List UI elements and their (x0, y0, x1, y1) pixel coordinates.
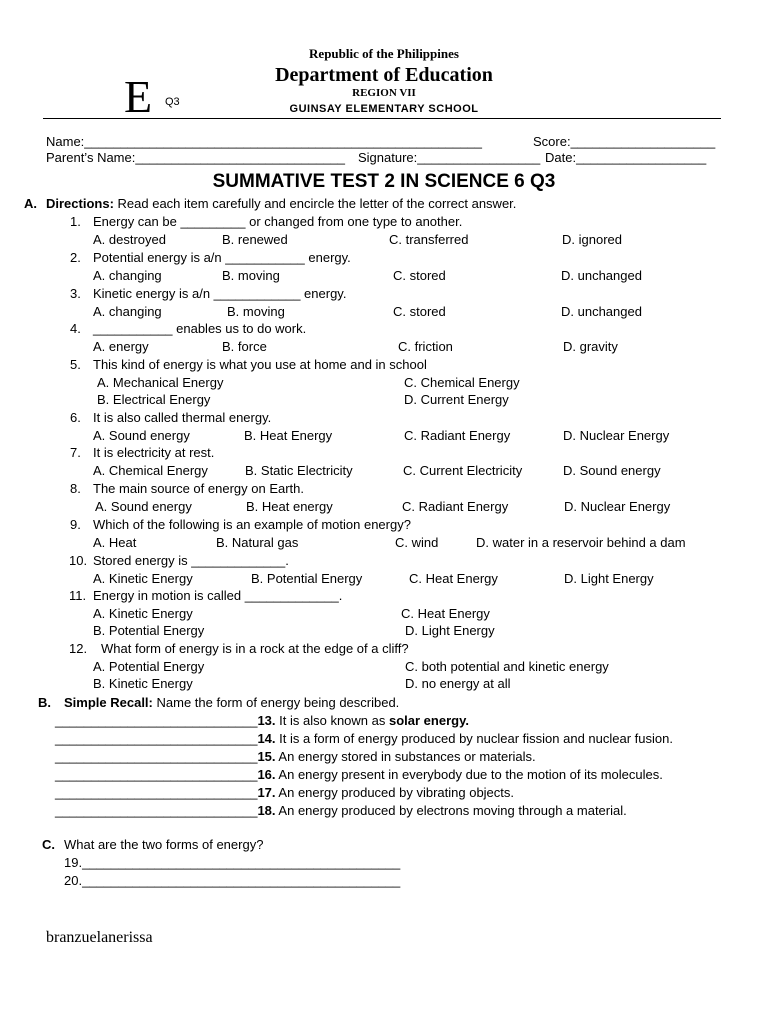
question-text: Stored energy is _____________. (93, 553, 289, 568)
header-rule (43, 118, 721, 119)
signature-field[interactable]: Signature:_________________ (358, 150, 541, 165)
header-republic: Republic of the Philippines (309, 46, 459, 61)
answer-choice[interactable]: A. Heat (93, 534, 137, 550)
recall-item (55, 713, 469, 728)
answer-choice[interactable]: C. transferred (389, 231, 469, 247)
question-text: The main source of energy on Earth. (93, 481, 305, 496)
recall-text: An energy stored in substances or materials. (275, 748, 536, 764)
recall-item (55, 767, 663, 782)
answer-choice[interactable]: A. Mechanical Energy (97, 374, 224, 390)
answer-choice[interactable]: B. Static Electricity (245, 462, 353, 478)
score-field[interactable]: Score:____________________ (533, 134, 716, 149)
question-number: 6. (70, 410, 81, 425)
recall-number: 18. (257, 802, 276, 818)
answer-choice[interactable]: C. Heat Energy (409, 570, 498, 586)
recall-text: It is a form of energy produced by nuclear fission and nuclear fusion. (275, 730, 673, 746)
recall-number: 15. (257, 748, 276, 764)
answer-choice[interactable]: A. Sound energy (95, 498, 192, 514)
question-text: Potential energy is a/n ___________ energy. (93, 250, 351, 265)
recall-item (55, 731, 673, 746)
answer-choice[interactable]: D. Nuclear Energy (564, 498, 671, 514)
simple-recall-label: Simple Recall: (64, 695, 153, 710)
deped-logo-suffix: Q3 (165, 96, 180, 108)
answer-choice[interactable]: D. Sound energy (563, 462, 661, 478)
question-text: ___________ enables us to do work. (93, 321, 307, 336)
question-text: Which of the following is an example of motion energy? (93, 517, 411, 532)
page-title: SUMMATIVE TEST 2 IN SCIENCE 6 Q3 (212, 171, 556, 192)
header-school: GUINSAY ELEMENTARY SCHOOL (289, 103, 479, 115)
answer-choice[interactable]: C. Heat Energy (401, 605, 490, 621)
recall-item (55, 785, 514, 800)
answer-choice[interactable]: D. unchanged (561, 267, 642, 283)
question-number: 12. (69, 641, 88, 656)
recall-text: An energy produced by vibrating objects. (275, 784, 515, 800)
answer-choice[interactable]: C. friction (398, 338, 453, 354)
parent-name-field[interactable]: Parent’s Name:_____________________________ (46, 150, 346, 165)
recall-item (55, 803, 627, 818)
answer-choice[interactable]: B. Electrical Energy (97, 392, 211, 408)
answer-choice[interactable]: B. force (222, 338, 267, 354)
answer-choice[interactable]: D. gravity (563, 338, 618, 354)
question-number: 9. (70, 517, 81, 532)
recall-text: An energy produced by electrons moving through a material. (275, 802, 627, 818)
answer-choice[interactable]: A. Potential Energy (93, 658, 205, 674)
section-a-directions (46, 196, 516, 211)
answer-choice[interactable]: B. Potential Energy (251, 570, 363, 586)
answer-choice[interactable]: B. Kinetic Energy (93, 676, 193, 692)
question-text: It is electricity at rest. (93, 445, 215, 460)
answer-choice[interactable]: B. moving (227, 303, 285, 319)
recall-text: An energy present in everybody due to the motion of its molecules. (275, 766, 663, 782)
question-number: 2. (70, 250, 81, 265)
answer-choice[interactable]: B. Heat Energy (244, 427, 333, 443)
answer-choice[interactable]: A. changing (93, 303, 162, 319)
recall-number: 14. (257, 730, 276, 746)
question-text: It is also called thermal energy. (93, 410, 272, 425)
question-number: 1. (70, 214, 81, 229)
question-number: 11. (69, 588, 87, 603)
answer-choice[interactable]: A. Kinetic Energy (93, 570, 193, 586)
answer-choice[interactable]: A. Chemical Energy (93, 462, 208, 478)
recall-answer-blank[interactable]: ____________________________ (55, 730, 258, 746)
question-number: 10. (69, 553, 88, 568)
answer-choice[interactable]: C. wind (395, 534, 439, 550)
answer-choice[interactable]: B. Heat energy (246, 498, 333, 514)
answer-choice[interactable]: C. Current Electricity (403, 462, 523, 478)
answer-line-20[interactable]: 20.____________________________________________ (64, 873, 401, 888)
answer-line-19[interactable]: 19.____________________________________________ (64, 855, 401, 870)
recall-item (55, 749, 536, 764)
name-field[interactable]: Name:_______________________________________________________ (46, 134, 482, 149)
answer-choice[interactable]: C. Radiant Energy (404, 427, 511, 443)
deped-logo-letter: E (124, 71, 153, 122)
answer-choice[interactable]: C. Radiant Energy (402, 498, 509, 514)
answer-choice[interactable]: D. unchanged (561, 303, 642, 319)
question-text: Energy in motion is called _____________. (93, 588, 343, 603)
answer-choice[interactable]: B. renewed (222, 231, 288, 247)
recall-answer-blank[interactable]: ____________________________ (55, 784, 258, 800)
question-number: 4. (70, 321, 81, 336)
answer-choice[interactable]: A. destroyed (93, 231, 166, 247)
section-a-letter: A. (24, 196, 37, 211)
question-number: 3. (70, 286, 81, 301)
question-text: Kinetic energy is a/n ____________ energy. (93, 286, 347, 301)
answer-choice[interactable]: D. no energy at all (405, 676, 511, 692)
answer-choice[interactable]: C. stored (393, 303, 446, 319)
question-text: Energy can be _________ or changed from one type to another. (93, 214, 463, 229)
recall-number: 16. (257, 766, 276, 782)
answer-choice[interactable]: D. water in a reservoir behind a dam (476, 534, 686, 550)
section-c-question: What are the two forms of energy? (64, 837, 264, 852)
answer-choice[interactable]: D. Light Energy (564, 570, 654, 586)
header-region: REGION VII (352, 87, 416, 99)
recall-answer-blank[interactable]: ____________________________ (55, 766, 258, 782)
answer-choice[interactable]: C. stored (393, 267, 446, 283)
directions-label: Directions: (46, 196, 114, 211)
uploader-credit: branzuelanerissa (46, 929, 153, 946)
section-b-directions (64, 695, 399, 710)
question-text: What form of energy is in a rock at the edge of a cliff? (101, 641, 409, 656)
answer-choice[interactable]: B. Natural gas (216, 534, 299, 550)
question-number: 5. (70, 357, 81, 372)
answer-choice[interactable]: C. Chemical Energy (404, 374, 520, 390)
recall-number: 17. (257, 784, 276, 800)
recall-text: It is also known as (275, 713, 389, 728)
simple-recall-text: Name the form of energy being described. (156, 695, 400, 710)
recall-emphasis: solar energy. (388, 713, 469, 728)
question-number: 8. (70, 481, 81, 496)
answer-choice[interactable]: D. Light Energy (405, 623, 495, 639)
date-field[interactable]: Date:__________________ (545, 150, 707, 165)
answer-choice[interactable]: A. energy (93, 338, 149, 354)
header-department: Department of Education (275, 64, 493, 86)
recall-answer-blank[interactable]: ____________________________ (55, 713, 258, 728)
answer-choice[interactable]: D. ignored (562, 231, 622, 247)
answer-choice[interactable]: B. Potential Energy (93, 623, 205, 639)
section-c-letter: C. (42, 837, 55, 852)
recall-number: 13. (257, 713, 276, 728)
answer-choice[interactable]: A. changing (93, 267, 162, 283)
question-text: This kind of energy is what you use at home and in school (93, 357, 427, 372)
answer-choice[interactable]: D. Nuclear Energy (563, 427, 670, 443)
answer-choice[interactable]: D. Current Energy (404, 392, 509, 408)
question-number: 7. (70, 445, 81, 460)
section-b-letter: B. (38, 695, 51, 710)
answer-choice[interactable]: B. moving (222, 267, 280, 283)
directions-text: Read each item carefully and encircle the letter of the correct answer. (117, 196, 517, 211)
recall-answer-blank[interactable]: ____________________________ (55, 748, 258, 764)
recall-answer-blank[interactable]: ____________________________ (55, 802, 258, 818)
answer-choice[interactable]: C. both potential and kinetic energy (405, 658, 609, 674)
answer-choice[interactable]: A. Sound energy (93, 427, 190, 443)
answer-choice[interactable]: A. Kinetic Energy (93, 605, 193, 621)
